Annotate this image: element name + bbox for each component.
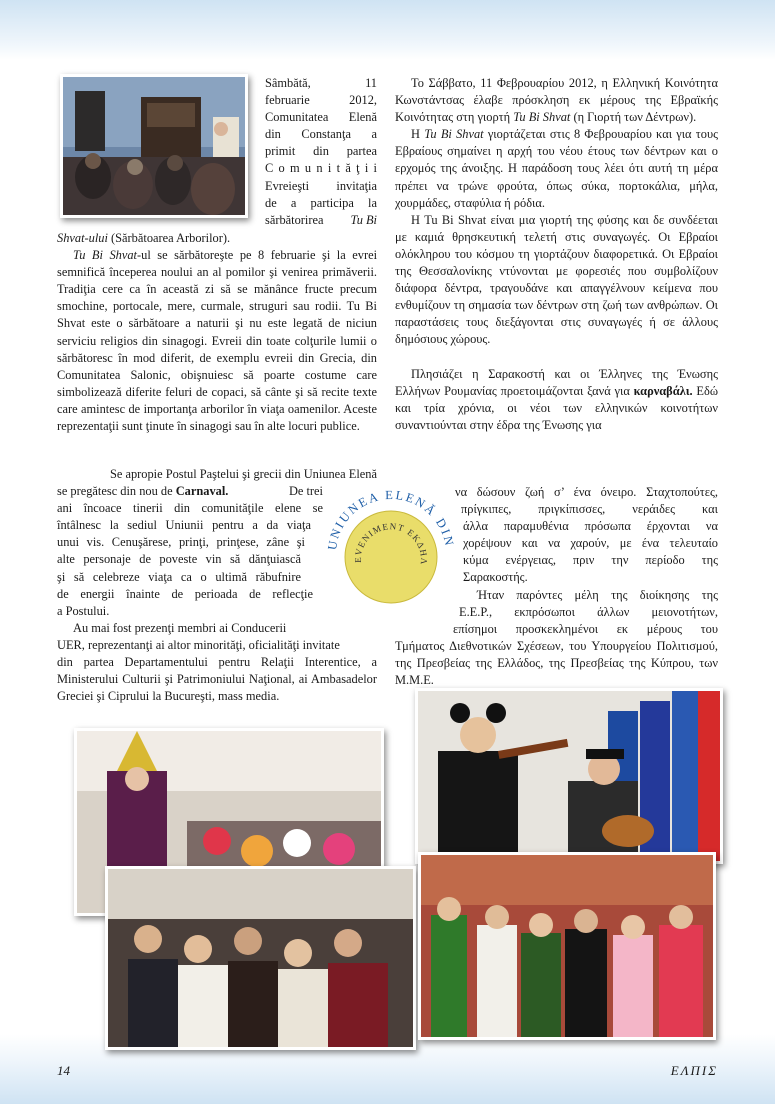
text-line: din Constanţa a — [265, 127, 377, 142]
text-line: Evreieşti invitaţia — [265, 178, 377, 193]
ro-intro-lines — [265, 75, 377, 229]
paragraph — [395, 126, 718, 211]
text-line: Se apropie Postul Paştelui şi grecii din Uniunea Elenă — [109, 467, 377, 481]
text-fragment: καρναβάλι. — [633, 383, 693, 398]
paragraph: Τμήματος Διεθνοτικών Σχέσεων, του Υπουργείου Πολιτισμού, της Πρεσβείας της Ελλάδος, της Πρεσβείας της Κύπρου, των Μ.Μ.Ε. — [395, 638, 718, 688]
text-line: Ε.Ε.Ρ., εκπρόσωποι άλλων μειονοτήτων, — [459, 604, 718, 619]
text-line: C o m u n i t ă ţ i i — [265, 161, 377, 176]
text-fragment: (Sărbătoarea Arborilor). — [107, 231, 231, 245]
text-fragment — [57, 483, 228, 500]
violin-guitar-performers-photo — [415, 688, 723, 864]
text-line: Comunitatea Elenă — [265, 110, 377, 125]
header-gradient-band — [0, 0, 775, 60]
text-line — [57, 483, 323, 500]
text-line: întâlnesc la sediul Uniunii pentru a da viaţa — [57, 518, 311, 533]
synagogue-event-photo — [60, 74, 248, 218]
text-line: κύμα ενέργειας, πριν την περίοδο της — [463, 553, 718, 568]
paragraph — [395, 366, 718, 434]
page-number: 14 — [57, 1063, 70, 1078]
text-fragment: γιορτάζεται στις 8 Φεβρουαρίου και για τους Εβραίους σημαίνει η αρχή του νέου έτους των δέντρων και ο ερχομός της άνοιξης. Η παράδοση τους λέει ότι αυτή τη μέρα πρέπει να τρώνε φρούτα, όπως σύκα, πορτοκάλια, μήλα, χουρμάδες, σταφύλια ή ρόδια. — [395, 127, 719, 210]
text-line: februarie 2012, — [265, 93, 377, 108]
text-fragment: Tu Bi — [350, 212, 377, 227]
text-line: şi să celebreze viaţa ca o ultimă răbufnire — [57, 569, 301, 584]
text-fragment: se pregătesc din nou de — [57, 484, 176, 499]
union-seal-emblem — [322, 485, 460, 623]
text-fragment: Shvat-ului — [57, 231, 108, 245]
text-line: Au mai fost prezenţi membri ai Conducerii — [73, 620, 287, 635]
text-line: de a participa la — [265, 195, 377, 210]
text-line: Σαρακοστής. — [463, 570, 528, 585]
text-fragment: -ul se sărbătoreşte pe 8 februarie şi la evrei semnifică începerea noului an al pomilor şi venirea primăverii. Tradiţia cere ca în această zi să se mănânce fructe precum smochine, portocale, mere, curmale, struguri sau rodii. Tu Bi Shvat este o sărbătoare a naturii şi nu este legată de niciun serviciu religios din sinagogi. Evreii din toate colţurile lumii o sărbătoresc în mod diferit, de exemplu evreii din Grecia, din Comunitatea Salonic, obişnuiesc să poarte costume care simbolizează diferite feluri de copaci, să cânte şi să recite texte care amintesc de importanţa arborilor în viaţa oamenilor. Aceste reprezentaţii sunt ţinute în sinagogi sau în alte locuri publice. — [57, 248, 378, 434]
text-line: primit din partea — [265, 144, 377, 159]
text-fragment: Tu Bi Shvat — [424, 127, 484, 142]
text-line: ani încoace tinerii din comunităţile elene se — [57, 501, 323, 516]
text-fragment: Το Σάββατο, 11 Φεβρουαρίου 2012, η Ελληνική Κοινότητα Κωνστάντσας έλαβε πρόσκληση εκ μέρους της Εβραϊκής Κοινότητας στη γιορτή — [395, 76, 718, 125]
text-line: Ήταν παρόντες μέλη της διοίκησης της — [477, 587, 718, 602]
text-line: άλλα παραμυθένια πρόσωπα έρχονται να — [463, 519, 718, 534]
seal-inner-text: EVENIMENT ΕΚΔΗΛ — [352, 521, 430, 566]
paragraph — [395, 75, 718, 126]
text-line: πρίγκιπες, πριγκίπισσες, νεράιδες και — [461, 502, 718, 517]
text-line: a Postului. — [57, 603, 110, 618]
seal-outer-text: UNIUNEA ELENĂ DIN — [324, 487, 457, 552]
text-fragment: Η — [411, 127, 425, 142]
text-line: unui vis. Cenuşărese, prinţi, prinţese, zâne şi — [57, 535, 305, 550]
paragraph: Η Tu Bi Shvat είναι μια γιορτή της φύσης και δε συνδέεται με καμιά θρησκευτική τελετή στις συναγωγές. Οι Εβραίοι ολόκληρου του κόσμου τη γιορτάζουν διαφορετικά. Οι Εβραίοι της Θεσσαλονίκης ντύνονται με φορεσιές που συμβολίζουν διάφορα δέντρα, τραγουδάνε και απαγγέλνουν κείμενα που ενθυμίζουν τη σημασία των δέντρων στη ζωή των ανθρώπων. Οι παραστάσεις τους διεξάγονται στις συναγωγές ή σε άλλους δημόσιους χώρους. — [395, 212, 718, 347]
text-line — [265, 212, 377, 229]
gr-article-body — [395, 75, 718, 434]
ro-article-body — [57, 230, 377, 435]
text-line: Sâmbătă, 11 — [265, 76, 377, 90]
text-fragment: Tu Bi Shvat — [73, 248, 137, 263]
text-line: χορέψουν και να χαρούν, με ένα τελευταίο — [463, 536, 718, 551]
text-fragment: De trei — [288, 484, 323, 499]
text-fragment: Εδώ και τρία χρόνια, οι νέοι των ελληνικών κοινοτήτων συναντιούνται στην έδρα της Ένωσης για — [395, 383, 718, 432]
journal-name: ΕΛΠΙΣ — [670, 1063, 718, 1078]
text-line: να δώσουν ζωή σ’ ένα όνειρο. Σταχτοπούτες, — [455, 485, 718, 499]
text-fragment: Πλησιάζει η Σαρακοστή και οι Έλληνες της Ένωσης Ελλήνων Ρουμανίας προετοιμάζονται ξανά για — [395, 366, 718, 398]
paragraph — [57, 247, 377, 435]
paragraph: din partea Departamentului pentru Relaţii Interentice, a Ministerului Culturii şi Patrimoniului Naţional, ai Ambasadelor Greciei şi Ciprului la Bucureşti, mass media. — [57, 655, 377, 704]
text-fragment: Tu Bi Shvat — [513, 110, 571, 125]
text-fragment: (η Γιορτή των Δέντρων). — [570, 110, 697, 125]
text-line: επίσημοι προσκεκλημένοι εκ μέρους του — [453, 621, 718, 636]
text-fragment: sărbătorirea — [265, 212, 324, 227]
text-fragment: Carnaval. — [175, 484, 229, 499]
text-line: alte personaje de poveste vin să dănţuiască — [57, 552, 301, 567]
text-line: UER, reprezentanţi ai altor minorităţi, oficialităţi invitate — [57, 637, 340, 652]
text-line: de energii înainte de perioada de reflecţie — [57, 586, 313, 601]
children-group-photo — [105, 866, 416, 1050]
paragraph — [57, 230, 377, 247]
costumed-children-photo — [418, 852, 716, 1040]
